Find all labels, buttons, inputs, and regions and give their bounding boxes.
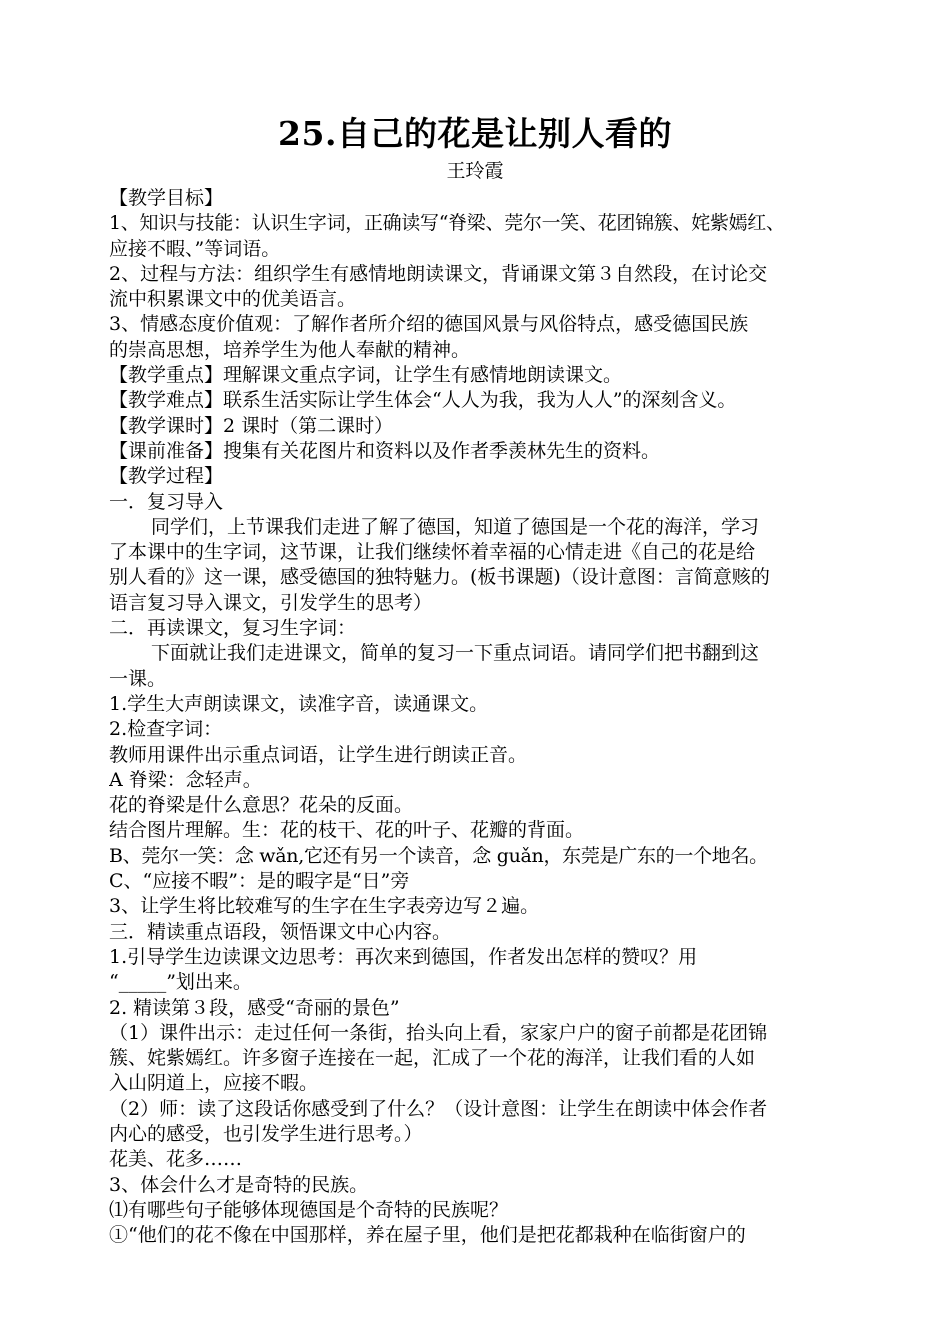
- text-line: 了本课中的生字词，这节课，让我们继续怀着幸福的心情走进《自己的花是给: [109, 541, 756, 564]
- text-line: ①“他们的花不像在中国那样，养在屋子里，他们是把花都栽种在临街窗户的: [109, 1224, 746, 1247]
- text-line: 内心的感受，也引发学生进行思考。）: [109, 1122, 423, 1145]
- text-line: B、莞尔一笑：念 wǎn,它还有另一个读音，念 guǎn，东莞是广东的一个地名。: [109, 844, 768, 867]
- text-line: 2.检查字词：: [109, 718, 223, 741]
- text-line: 别人看的》这一课，感受德国的独特魅力。(板书课题)（设计意图：言简意赅的: [109, 566, 770, 589]
- text-line: 一课。: [109, 667, 167, 690]
- text-line: 教师用课件出示重点词语，让学生进行朗读正音。: [109, 743, 528, 766]
- text-line: 3、情感态度价值观：了解作者所介绍的德国风景与风俗特点，感受德国民族: [109, 313, 749, 336]
- text-line: “_____”划出来。: [109, 971, 252, 994]
- text-line: 下面就让我们走进课文，简单的复习一下重点词语。请同学们把书翻到这: [151, 642, 760, 665]
- text-line: 的崇高思想，培养学生为他人奉献的精神。: [109, 338, 471, 361]
- step-heading-review: 一．复习导入: [109, 490, 224, 513]
- text-line: （2）师：读了这段话你感受到了什么？（设计意图：让学生在朗读中体会作者: [109, 1097, 768, 1120]
- text-line: 入山阴道上，应接不暇。: [109, 1072, 319, 1095]
- text-line: 1.引导学生边读课文边思考：再次来到德国，作者发出怎样的赞叹？用: [109, 945, 698, 968]
- text-line: 语言复习导入课文，引发学生的思考）: [109, 591, 433, 614]
- section-heading-preparation: 【课前准备】搜集有关花图片和资料以及作者季羡林先生的资料。: [109, 439, 661, 462]
- text-line: 3、体会什么才是奇特的民族。: [109, 1173, 369, 1196]
- text-line: 应接不暇、”等词语。: [109, 237, 281, 260]
- document-author: 王玲霞: [446, 160, 504, 182]
- section-heading-objectives: 【教学目标】: [109, 187, 224, 209]
- text-line: 簇、姹紫嫣红。许多窗子连接在一起，汇成了一个花的海洋，让我们看的人如: [109, 1047, 756, 1070]
- document-title: 25.自己的花是让别人看的: [278, 114, 672, 153]
- section-heading-difficulties: 【教学难点】联系生活实际让学生体会“人人为我，我为人人”的深刻含义。: [109, 389, 737, 412]
- document-body: [109, 186, 857, 1248]
- text-line: ⑴有哪些句子能够体现德国是个奇特的民族呢？: [109, 1198, 509, 1221]
- step-heading-reread: 二．再读课文，复习生字词：: [109, 617, 357, 640]
- text-line: 结合图片理解。生：花的枝干、花的叶子、花瓣的背面。: [109, 819, 585, 842]
- text-line: 花的脊梁是什么意思？花朵的反面。: [109, 794, 414, 817]
- text-line: 1.学生大声朗读课文，读准字音，读通课文。: [109, 692, 489, 715]
- text-line: 2. 精读第３段，感受“奇丽的景色”: [109, 996, 400, 1019]
- section-heading-key-points: 【教学重点】理解课文重点字词，让学生有感情地朗读课文。: [109, 364, 623, 387]
- step-heading-intensive-reading: 三．精读重点语段，领悟课文中心内容。: [109, 920, 452, 943]
- text-line: A 脊梁：念轻声。: [109, 768, 262, 791]
- text-line: （1）课件出示：走过任何一条街，抬头向上看，家家户户的窗子前都是花团锦: [109, 1021, 768, 1044]
- text-line: 1、知识与技能：认识生字词，正确读写“脊梁、莞尔一笑、花团锦簇、姹紫嫣红、: [109, 212, 785, 235]
- text-line: 花美、花多……: [109, 1148, 243, 1171]
- section-heading-lesson-hours: 【教学课时】2 课时（第二课时）: [109, 414, 394, 437]
- text-line: 3、让学生将比较难写的生字在生字表旁边写２遍。: [109, 895, 540, 918]
- text-line: 2、过程与方法：组织学生有感情地朗读课文，背诵课文第３自然段，在讨论交: [109, 262, 768, 285]
- text-line: 流中积累课文中的优美语言。: [109, 288, 357, 311]
- text-line: C、“应接不暇”：是的暇字是“日”旁: [109, 870, 410, 893]
- section-heading-process: 【教学过程】: [109, 465, 224, 488]
- text-line: 同学们，上节课我们走进了解了德国，知道了德国是一个花的海洋，学习: [151, 515, 760, 538]
